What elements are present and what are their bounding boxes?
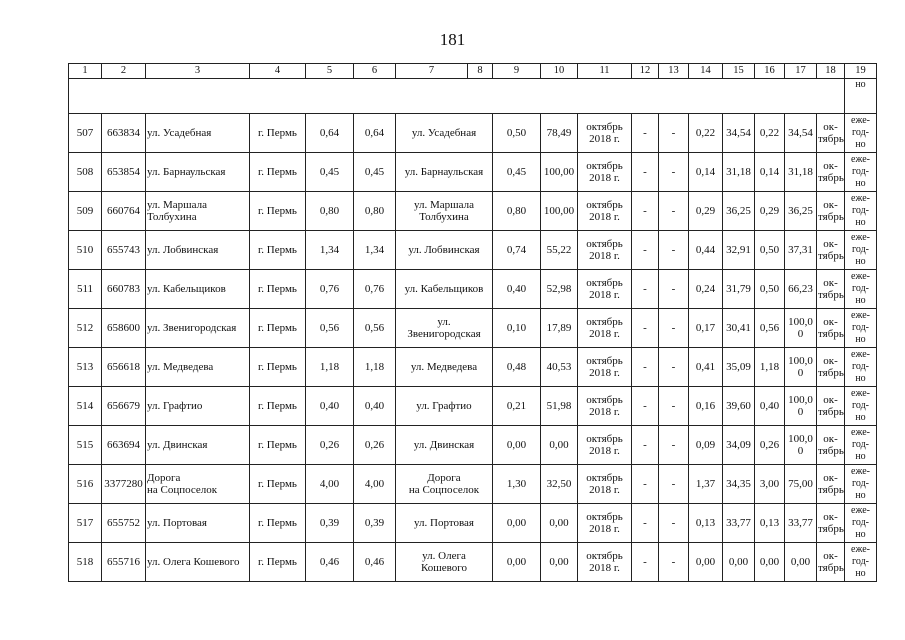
cell-c15: 34,35 [723,465,755,504]
cell-n: 513 [69,348,102,387]
cell-city: г. Пермь [250,192,306,231]
cell-c7: ул. Медведева [396,348,493,387]
cell-id: 658600 [102,309,146,348]
cell-c16: 0,22 [755,114,785,153]
cell-c16: 1,18 [755,348,785,387]
cell-c6: 0,46 [354,543,396,582]
cell-c11: октябрь 2018 г. [578,504,632,543]
cell-city: г. Пермь [250,270,306,309]
table-row [69,192,877,231]
cell-c16: 0,13 [755,504,785,543]
cell-c10: 51,98 [541,387,578,426]
page-number: 181 [439,30,466,49]
cell-n: 510 [69,231,102,270]
cell-c13: - [659,426,689,465]
cell-c13: - [659,543,689,582]
cell-c10: 40,53 [541,348,578,387]
table-row [69,348,877,387]
cell-c5: 0,45 [306,153,354,192]
cell-street: ул. Кабельщиков [146,270,250,309]
cell-c9: 0,50 [493,114,541,153]
cell-c18: ок- тябрь [817,543,845,582]
cell-c13: - [659,387,689,426]
cell-street: ул. Двинская [146,426,250,465]
cell-city: г. Пермь [250,543,306,582]
table-body [69,64,877,582]
cell-id: 660764 [102,192,146,231]
cell-id: 656679 [102,387,146,426]
cell-c12: - [632,348,659,387]
cell-id: 655743 [102,231,146,270]
cell-c9: 0,21 [493,387,541,426]
cell-c14: 0,16 [689,387,723,426]
cell-c18: ок- тябрь [817,231,845,270]
cell-c10: 0,00 [541,543,578,582]
cell-street: ул. Лобвинская [146,231,250,270]
continuation-cell: но [845,79,877,114]
cell-c12: - [632,426,659,465]
cell-c13: - [659,504,689,543]
cell-c16: 0,56 [755,309,785,348]
cell-id: 656618 [102,348,146,387]
cell-c9: 0,45 [493,153,541,192]
cell-n: 509 [69,192,102,231]
cell-c12: - [632,504,659,543]
header-cell: 5 [306,64,354,79]
cell-c11: октябрь 2018 г. [578,153,632,192]
cell-c11: октябрь 2018 г. [578,426,632,465]
cell-c13: - [659,153,689,192]
cell-c12: - [632,270,659,309]
cell-street: ул. Медведева [146,348,250,387]
cell-c7: Дорога на Соцпоселок [396,465,493,504]
cell-c19: еже- год- но [845,192,877,231]
cell-c14: 0,14 [689,153,723,192]
cell-c12: - [632,231,659,270]
cell-c7: ул. Кабельщиков [396,270,493,309]
cell-c9: 0,74 [493,231,541,270]
cell-street: Дорога на Соцпоселок [146,465,250,504]
cell-c12: - [632,387,659,426]
cell-c10: 100,00 [541,153,578,192]
cell-c17: 75,00 [785,465,817,504]
cell-c14: 1,37 [689,465,723,504]
cell-c17: 100,0 0 [785,426,817,465]
cell-c18: ок- тябрь [817,387,845,426]
header-cell: 19 [845,64,877,79]
cell-c15: 39,60 [723,387,755,426]
header-cell: 2 [102,64,146,79]
cell-c5: 0,40 [306,387,354,426]
table-row [69,309,877,348]
cell-c15: 30,41 [723,309,755,348]
cell-street: ул. Маршала Толбухина [146,192,250,231]
cell-c5: 1,34 [306,231,354,270]
header-cell: 1 [69,64,102,79]
cell-c19: еже- год- но [845,426,877,465]
header-cell: 11 [578,64,632,79]
cell-c7: ул. Графтио [396,387,493,426]
header-cell: 6 [354,64,396,79]
cell-c13: - [659,270,689,309]
cell-city: г. Пермь [250,231,306,270]
cell-c5: 0,56 [306,309,354,348]
blank-cell [69,79,845,114]
cell-c16: 0,50 [755,231,785,270]
cell-c14: 0,00 [689,543,723,582]
cell-street: ул. Звенигородская [146,309,250,348]
cell-c14: 0,09 [689,426,723,465]
cell-c5: 4,00 [306,465,354,504]
cell-c18: ок- тябрь [817,270,845,309]
cell-c13: - [659,309,689,348]
cell-c17: 100,0 0 [785,387,817,426]
cell-city: г. Пермь [250,153,306,192]
cell-c18: ок- тябрь [817,309,845,348]
cell-c10: 100,00 [541,192,578,231]
cell-id: 655716 [102,543,146,582]
cell-c11: октябрь 2018 г. [578,192,632,231]
cell-c15: 36,25 [723,192,755,231]
cell-id: 663694 [102,426,146,465]
cell-id: 660783 [102,270,146,309]
header-cell: 16 [755,64,785,79]
header-cell: 18 [817,64,845,79]
cell-c7: ул. Барнаульская [396,153,493,192]
cell-c18: ок- тябрь [817,114,845,153]
table-row [69,426,877,465]
cell-c19: еже- год- но [845,153,877,192]
cell-c5: 0,76 [306,270,354,309]
cell-c19: еже- год- но [845,348,877,387]
header-cell: 17 [785,64,817,79]
cell-n: 507 [69,114,102,153]
cell-c14: 0,13 [689,504,723,543]
cell-c7: ул. Двинская [396,426,493,465]
cell-c5: 0,46 [306,543,354,582]
cell-c12: - [632,465,659,504]
cell-c19: еже- год- но [845,114,877,153]
cell-c10: 78,49 [541,114,578,153]
cell-c15: 34,54 [723,114,755,153]
cell-c17: 31,18 [785,153,817,192]
cell-c7: ул. Маршала Толбухина [396,192,493,231]
cell-n: 515 [69,426,102,465]
table-row [69,387,877,426]
cell-c11: октябрь 2018 г. [578,387,632,426]
cell-c10: 55,22 [541,231,578,270]
header-row [69,64,877,79]
cell-c15: 34,09 [723,426,755,465]
header-cell: 7 [396,64,468,79]
cell-c10: 0,00 [541,504,578,543]
cell-c10: 32,50 [541,465,578,504]
cell-c9: 1,30 [493,465,541,504]
cell-n: 516 [69,465,102,504]
table-row [69,465,877,504]
header-cell: 3 [146,64,250,79]
cell-c10: 17,89 [541,309,578,348]
cell-c14: 0,22 [689,114,723,153]
cell-c16: 0,14 [755,153,785,192]
cell-city: г. Пермь [250,426,306,465]
cell-c11: октябрь 2018 г. [578,270,632,309]
cell-c7: ул. Лобвинская [396,231,493,270]
table-row [69,543,877,582]
cell-c7: ул. Олега Кошевого [396,543,493,582]
header-cell: 12 [632,64,659,79]
cell-c7: ул. Звенигородская [396,309,493,348]
cell-c17: 37,31 [785,231,817,270]
cell-c18: ок- тябрь [817,153,845,192]
cell-c17: 100,0 0 [785,309,817,348]
roads-table [68,63,877,582]
cell-c16: 0,40 [755,387,785,426]
cell-city: г. Пермь [250,309,306,348]
cell-c12: - [632,192,659,231]
cell-id: 663834 [102,114,146,153]
cell-c11: октябрь 2018 г. [578,543,632,582]
cell-c17: 34,54 [785,114,817,153]
cell-c17: 0,00 [785,543,817,582]
continuation-row [69,79,877,114]
cell-c15: 31,79 [723,270,755,309]
cell-c9: 0,80 [493,192,541,231]
cell-c10: 0,00 [541,426,578,465]
cell-c18: ок- тябрь [817,348,845,387]
cell-c15: 33,77 [723,504,755,543]
header-cell: 15 [723,64,755,79]
cell-c13: - [659,192,689,231]
cell-c18: ок- тябрь [817,426,845,465]
cell-c6: 0,40 [354,387,396,426]
cell-c5: 0,80 [306,192,354,231]
cell-city: г. Пермь [250,387,306,426]
cell-c6: 1,34 [354,231,396,270]
cell-c9: 0,00 [493,543,541,582]
cell-c6: 0,64 [354,114,396,153]
header-cell: 9 [493,64,541,79]
cell-id: 655752 [102,504,146,543]
cell-c16: 0,00 [755,543,785,582]
table-row [69,504,877,543]
cell-c9: 0,00 [493,504,541,543]
cell-c14: 0,17 [689,309,723,348]
cell-c19: еже- год- но [845,231,877,270]
header-cell: 8 [468,64,493,79]
cell-c11: октябрь 2018 г. [578,348,632,387]
cell-c15: 31,18 [723,153,755,192]
cell-c19: еже- год- но [845,270,877,309]
header-cell: 14 [689,64,723,79]
cell-street: ул. Олега Кошевого [146,543,250,582]
cell-street: ул. Усадебная [146,114,250,153]
cell-c13: - [659,114,689,153]
cell-city: г. Пермь [250,504,306,543]
cell-c15: 35,09 [723,348,755,387]
cell-c6: 0,26 [354,426,396,465]
cell-c14: 0,29 [689,192,723,231]
table-row [69,114,877,153]
cell-n: 512 [69,309,102,348]
cell-city: г. Пермь [250,348,306,387]
cell-n: 514 [69,387,102,426]
cell-c11: октябрь 2018 г. [578,309,632,348]
cell-c19: еже- год- но [845,504,877,543]
cell-c12: - [632,543,659,582]
cell-c17: 36,25 [785,192,817,231]
cell-id: 3377280 [102,465,146,504]
cell-c15: 32,91 [723,231,755,270]
cell-c13: - [659,231,689,270]
cell-c17: 100,0 0 [785,348,817,387]
cell-city: г. Пермь [250,465,306,504]
cell-c6: 1,18 [354,348,396,387]
cell-c16: 0,29 [755,192,785,231]
header-cell: 13 [659,64,689,79]
table-row [69,270,877,309]
cell-n: 517 [69,504,102,543]
cell-street: ул. Барнаульская [146,153,250,192]
cell-n: 508 [69,153,102,192]
cell-c6: 0,80 [354,192,396,231]
cell-c13: - [659,348,689,387]
cell-c16: 0,50 [755,270,785,309]
cell-c9: 0,48 [493,348,541,387]
cell-n: 511 [69,270,102,309]
cell-c19: еже- год- но [845,309,877,348]
cell-c12: - [632,114,659,153]
cell-c14: 0,44 [689,231,723,270]
cell-city: г. Пермь [250,114,306,153]
cell-c16: 0,26 [755,426,785,465]
header-cell: 10 [541,64,578,79]
cell-n: 518 [69,543,102,582]
cell-c19: еже- год- но [845,543,877,582]
cell-c5: 1,18 [306,348,354,387]
cell-c5: 0,26 [306,426,354,465]
header-cell: 4 [250,64,306,79]
cell-c5: 0,64 [306,114,354,153]
cell-c19: еже- год- но [845,387,877,426]
cell-c6: 4,00 [354,465,396,504]
cell-c11: октябрь 2018 г. [578,231,632,270]
cell-c6: 0,45 [354,153,396,192]
cell-c14: 0,41 [689,348,723,387]
cell-c7: ул. Усадебная [396,114,493,153]
cell-id: 653854 [102,153,146,192]
cell-c12: - [632,309,659,348]
cell-c9: 0,10 [493,309,541,348]
cell-c18: ок- тябрь [817,504,845,543]
cell-c18: ок- тябрь [817,192,845,231]
cell-c6: 0,76 [354,270,396,309]
table-row [69,231,877,270]
cell-c18: ок- тябрь [817,465,845,504]
cell-c19: еже- год- но [845,465,877,504]
cell-street: ул. Портовая [146,504,250,543]
cell-c7: ул. Портовая [396,504,493,543]
table-row [69,153,877,192]
cell-c17: 33,77 [785,504,817,543]
cell-c16: 3,00 [755,465,785,504]
cell-c11: октябрь 2018 г. [578,465,632,504]
cell-c14: 0,24 [689,270,723,309]
cell-c9: 0,00 [493,426,541,465]
cell-c5: 0,39 [306,504,354,543]
cell-street: ул. Графтио [146,387,250,426]
cell-c15: 0,00 [723,543,755,582]
cell-c10: 52,98 [541,270,578,309]
cell-c13: - [659,465,689,504]
cell-c6: 0,56 [354,309,396,348]
cell-c11: октябрь 2018 г. [578,114,632,153]
cell-c17: 66,23 [785,270,817,309]
cell-c12: - [632,153,659,192]
cell-c9: 0,40 [493,270,541,309]
cell-c6: 0,39 [354,504,396,543]
